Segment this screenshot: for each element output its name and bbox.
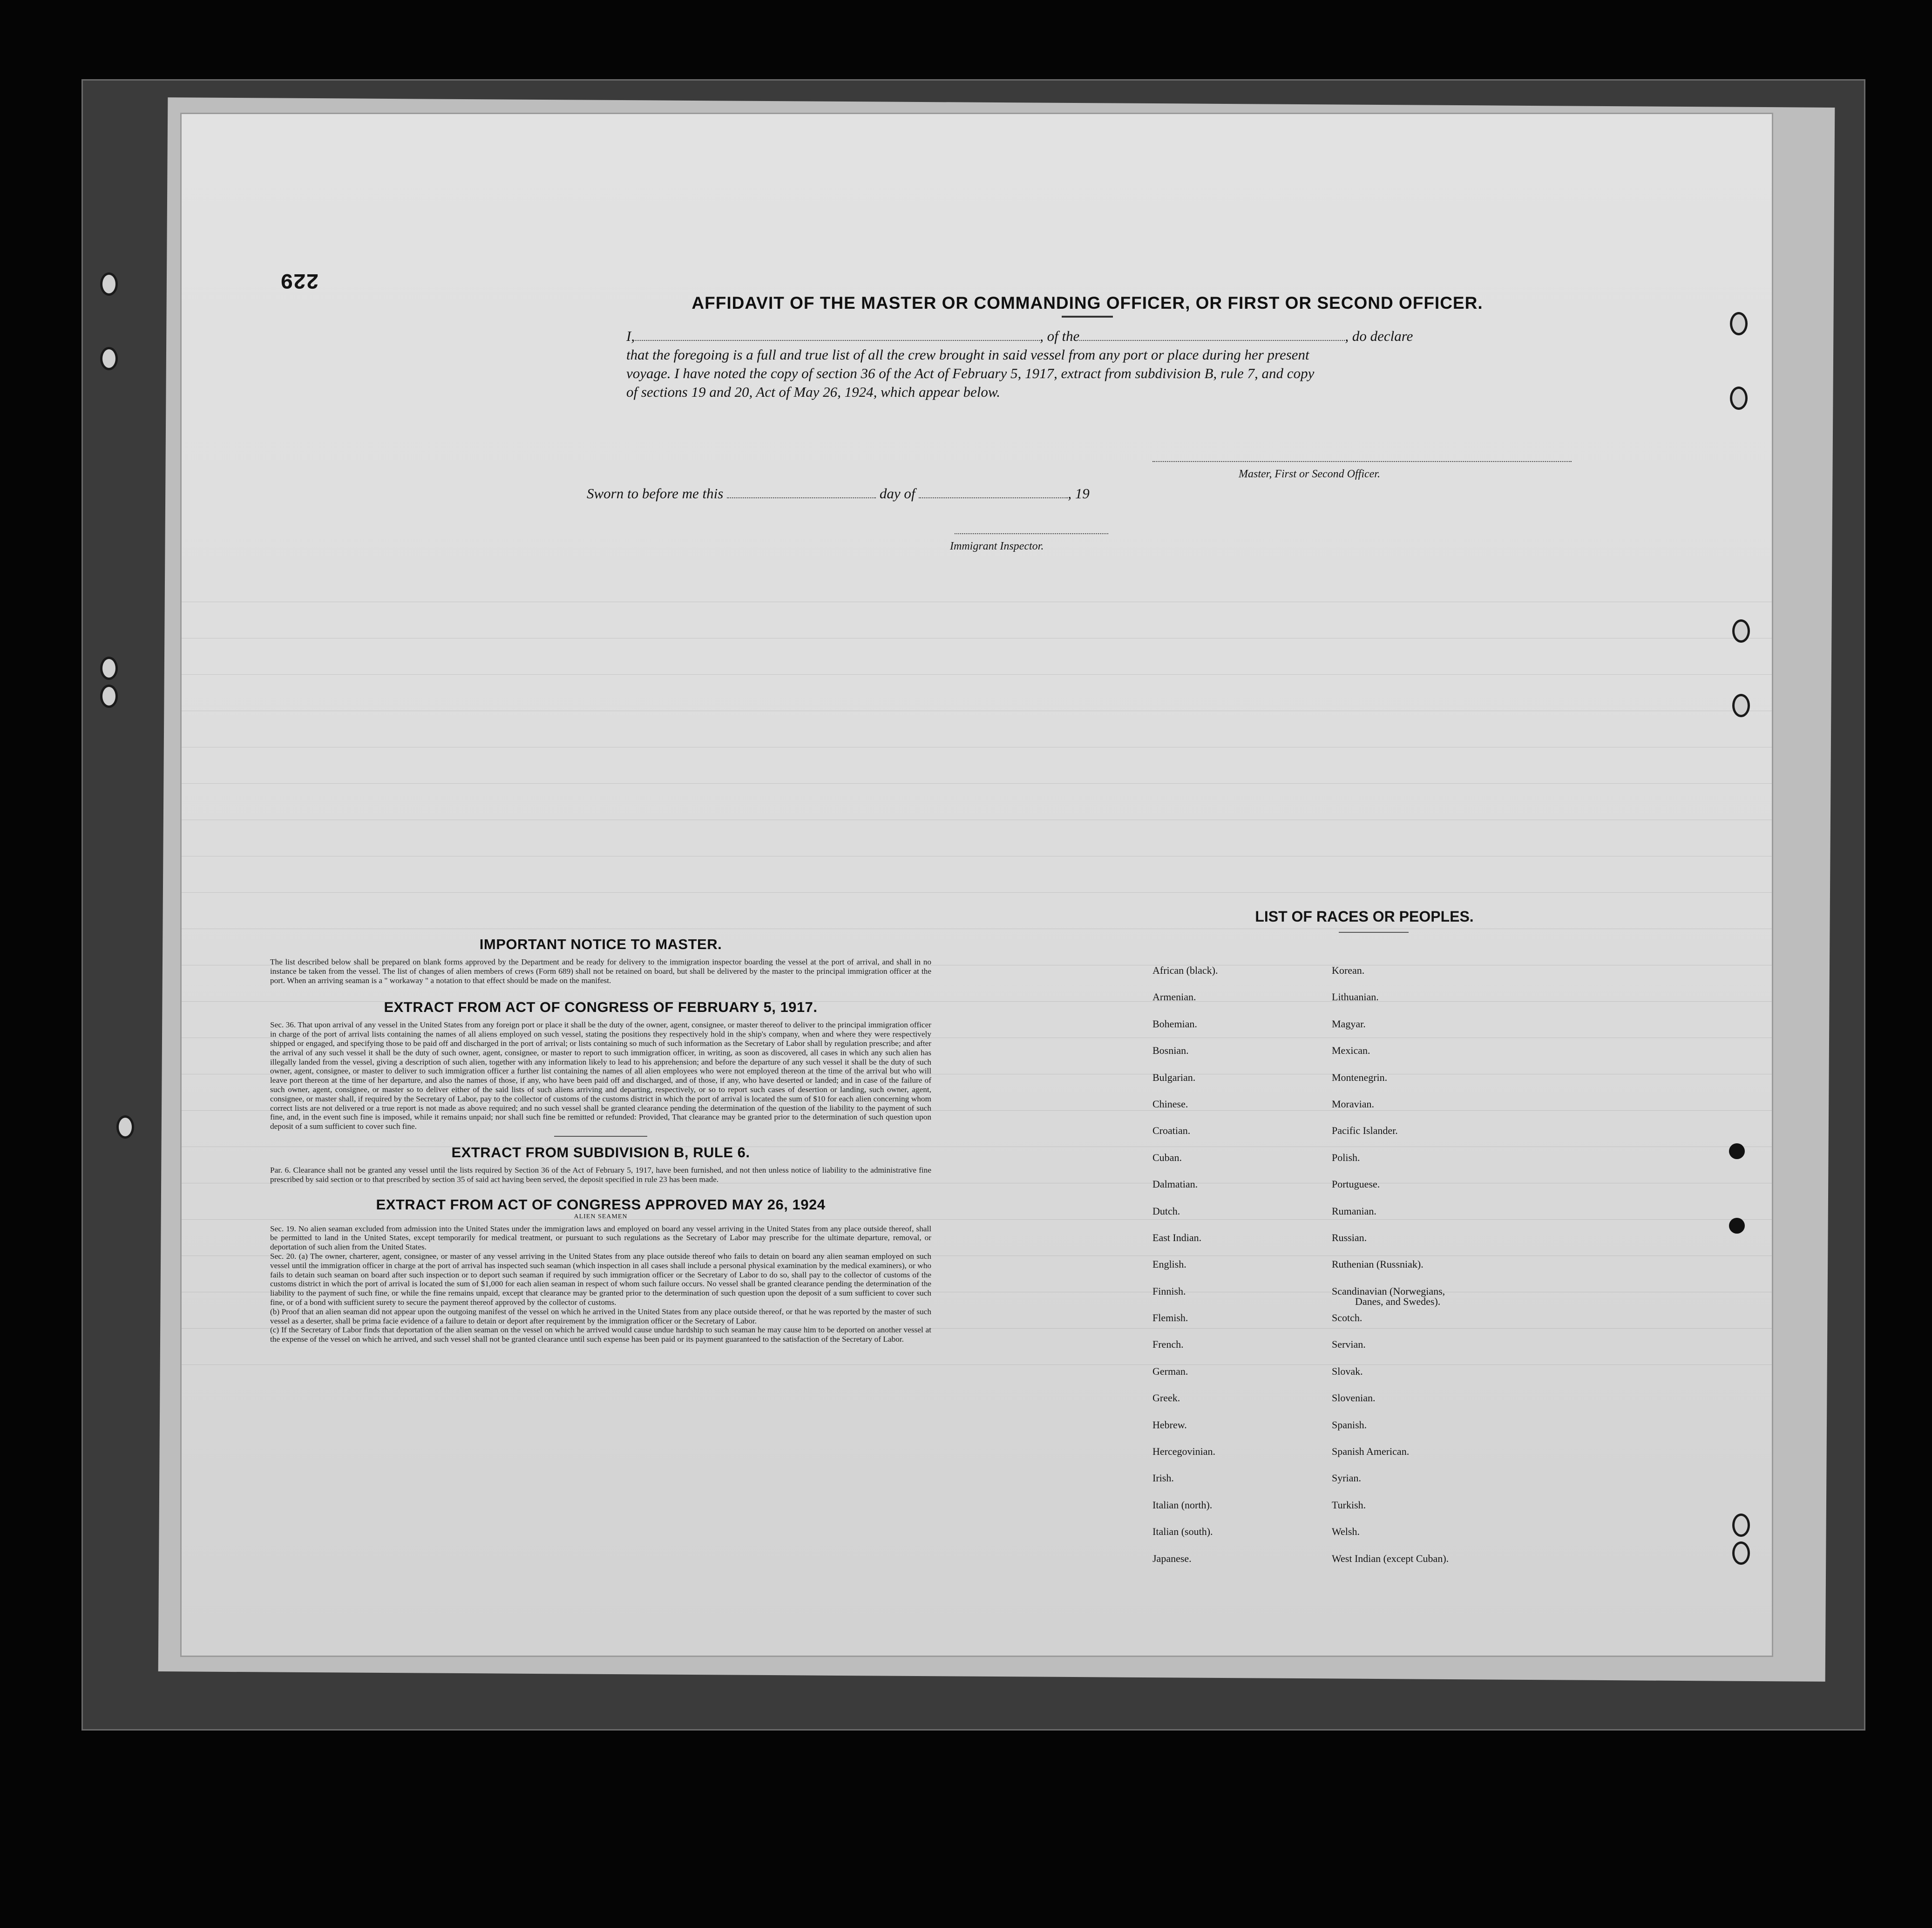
race-item: German. <box>1152 1365 1188 1377</box>
bleed-through-row <box>182 718 1772 747</box>
race-item: Dalmatian. <box>1152 1178 1198 1190</box>
race-item: Italian (north). <box>1152 1499 1213 1511</box>
race-item: Spanish. <box>1332 1419 1367 1431</box>
act-1924-sec20a: Sec. 20. (a) The owner, charterer, agent, consignee, or master of any vessel arriving in the United States from any place outside thereof who fails to detain on board any alien seaman employed on such vessel until the immigration officer in charge at the port of arrival has inspected such seaman (which inspection in all cases shall include a personal physical examination by the medical examiners), or who fails to detain such seaman on board after such inspection or to deport such seaman if required by such immigration officer or the Secretary of Labor to do so, shall pay to the collector of customs of the customs district in which the port of arrival is located the sum of $1,000 for each alien seaman in respect of whom such failure occurs. No vessel shall be granted clearance pending the determination of the liability to the payment of such fine, or while the fine remains unpaid, except that clearance may be granted prior to the determination of such question upon the deposit of a sum sufficient to cover such fine, or of a bond with sufficient surety to secure the payment thereof approved by the collector of customs. <box>270 1251 931 1307</box>
race-item: Mexican. <box>1332 1045 1370 1057</box>
bleed-through-row <box>182 609 1772 638</box>
race-item: Bulgarian. <box>1152 1071 1196 1083</box>
affidavit-declare-label: , do declare <box>1345 328 1413 344</box>
binder-hole <box>100 685 118 708</box>
bleed-through-row <box>182 645 1772 675</box>
race-item: Hercegovinian. <box>1152 1446 1215 1458</box>
binder-hole <box>100 657 118 680</box>
race-item: African (black). <box>1152 964 1218 976</box>
bleed-through-row <box>182 754 1772 784</box>
subdivision-text: Par. 6. Clearance shall not be granted any vessel until the lists required by Section 36 of the Act of February 5, 1917, have been furnished, and not then unless notice of liability to the administrative fine prescribed by said section or to that prescribed by section 35 of said act having been served, the deposit specified in rule 23 has been made. <box>270 1165 931 1184</box>
bleed-through-row <box>182 573 1772 602</box>
affidavit-line-1 <box>626 327 1641 346</box>
punch-mark <box>1729 1143 1745 1159</box>
race-item: West Indian (except Cuban). <box>1332 1552 1449 1564</box>
notice-text: The list described below shall be prepared on blank forms approved by the Department and be ready for delivery to the immigration inspector boarding the vessel at the port of arrival, and shall in no instance be taken from the vessel. The list of changes of alien members of crews (Form 689) shall not be retained on board, but shall be delivered by the master to the principal immigration officer at the port. When an arriving seaman is a " workaway " a notation to that effect should be made on the manifest. <box>270 957 931 985</box>
inspector-label: Immigrant Inspector. <box>950 540 1044 552</box>
race-item: Slovak. <box>1332 1365 1363 1377</box>
sworn-day-blank[interactable] <box>727 497 876 498</box>
race-item: Magyar. <box>1332 1018 1366 1030</box>
race-item: Slovenian. <box>1332 1392 1376 1404</box>
act-1917-text: Sec. 36. That upon arrival of any vessel in the United States from any foreign port or place it shall be the duty of the owner, agent, consignee, or master thereof to deliver to the principal immigration officer in charge of the port of arrival lists containing the names of all aliens employed on such vessel, stating the positions they respectively hold in the ship's company, when and where they were respectively shipped or engaged, and specifying those to be paid off and discharged in the port of arrival; or lists containing so much of such information as the Secretary of Labor shall by regulation prescribe; and after the arrival of any such vessel it shall be the duty of such owner, agent, consignee, or master to report to such immigration officer, in writing, as soon as discovered, all cases in which any such alien has illegally landed from the vessel, giving a description of such alien, together with any information likely to lead to his apprehension; and before the departure of any such vessel it shall be the duty of such owner, agent, consignee, or master to deliver to such immigration officer a further list containing the names of all alien employees who were not employed thereon at the time of the arrival but who will leave port thereon at the time of her departure, and also the names of those, if any, who have been paid off and discharged, and of those, if any, who have deserted or landed; and in case of the failure of such owner, agent, consignee, or master so to deliver either of the said lists of such aliens arriving and departing, respectively, or so to report such cases of desertion or landing, such owner, agent, consignee, or master shall, if required by the Secretary of Labor, pay to the collector of customs of the customs district in which the port of arrival is located the sum of $10 for each alien concerning whom correct lists are not delivered or a true report is not made as above required; and no such vessel shall be granted clearance pending the determination of the question of the liability to the payment of such fine, and, in the event such fine is imposed, while it remains unpaid; nor shall such fine be remitted or refunded: Provided, That clearance may be granted prior to the determination of such question upon deposit of a sum sufficient to cover such fine. <box>270 1020 931 1131</box>
page-stamp-number: 229 <box>280 268 319 292</box>
affidavit-of-label: , of the <box>1040 328 1080 344</box>
bleed-through-row <box>182 827 1772 856</box>
race-item: Flemish. <box>1152 1312 1188 1324</box>
binder-hole <box>1732 1514 1750 1537</box>
subdivision-title: EXTRACT FROM SUBDIVISION B, RULE 6. <box>451 1144 750 1161</box>
legal-text-block <box>270 936 931 1344</box>
binder-hole <box>100 347 118 370</box>
bleed-through-row <box>182 863 1772 893</box>
race-item: Armenian. <box>1152 991 1196 1003</box>
binder-hole <box>1730 312 1748 335</box>
affidavit-i-label: I, <box>626 328 635 344</box>
race-item: Bosnian. <box>1152 1045 1189 1057</box>
master-name-blank[interactable] <box>635 340 1040 341</box>
act-1924-sec19: Sec. 19. No alien seaman excluded from admission into the United States under the immigration laws and employed on board any vessel arriving in the United States from any place outside thereof, shall be permitted to land in the United States, except temporarily for medical treatment, or pursuant to such regulations as the Secretary of Labor may prescribe for the ultimate departure, removal, or deportation of such alien from the United States. <box>270 1224 931 1252</box>
inspector-signature-line[interactable] <box>955 533 1108 534</box>
race-item: Moravian. <box>1332 1098 1375 1110</box>
race-item: Korean. <box>1332 964 1365 976</box>
races-divider <box>1339 932 1409 933</box>
binder-hole <box>1732 694 1750 717</box>
act-1924-title: EXTRACT FROM ACT OF CONGRESS APPROVED MAY 26, 1924 <box>376 1196 826 1213</box>
race-item: Pacific Islander. <box>1332 1125 1398 1137</box>
race-item: Scandinavian (Norwegians, Danes, and Swedes). <box>1332 1285 1445 1307</box>
punch-mark <box>1729 1218 1745 1234</box>
race-item: Chinese. <box>1152 1098 1188 1110</box>
race-item: Ruthenian (Russniak). <box>1332 1258 1424 1270</box>
act-1924-sec20c: (c) If the Secretary of Labor finds that deportation of the alien seaman on the vessel on which he arrived would cause undue hardship to such seaman he may cause him to be deported on another vessel at the expense of the vessel on which he arrived, and such vessel shall not be granted clearance until such expense has been paid or its payment guaranteed to the satisfaction of the Secretary of Labor. <box>270 1325 931 1344</box>
race-item: Servian. <box>1332 1338 1366 1351</box>
binder-hole <box>1730 387 1748 410</box>
race-item: Syrian. <box>1332 1472 1361 1484</box>
race-item: Cuban. <box>1152 1151 1182 1163</box>
race-item: Finnish. <box>1152 1285 1186 1297</box>
affidavit-line-3: voyage. I have noted the copy of section 36 of the Act of February 5, 1917, extract from subdivision B, rule 7, and copy <box>626 365 1315 381</box>
race-item: Rumanian. <box>1332 1205 1376 1217</box>
race-item: Lithuanian. <box>1332 991 1379 1003</box>
race-item: English. <box>1152 1258 1186 1270</box>
affidavit-line-4: of sections 19 and 20, Act of May 26, 1924, which appear below. <box>626 384 1001 400</box>
divider-1917 <box>554 1136 647 1137</box>
act-1924-sec20b: (b) Proof that an alien seaman did not appear upon the outgoing manifest of the vessel on which he arrived in the United States from any place outside thereof, or that he was reported by the master of such vessel as a deserter, shall be prima facie evidence of a failure to detain or deport after requirement by the immigration officer or the Secretary of Labor. <box>270 1307 931 1325</box>
binder-hole <box>1732 1541 1750 1565</box>
races-title: LIST OF RACES OR PEOPLES. <box>1255 908 1474 925</box>
binder-hole <box>116 1115 134 1139</box>
bleed-through-row <box>182 900 1772 929</box>
act-1924-subtitle: ALIEN SEAMEN <box>574 1213 628 1220</box>
sworn-prefix: Sworn to before me this <box>587 485 724 502</box>
race-item: Portuguese. <box>1332 1178 1380 1190</box>
race-item: Montenegrin. <box>1332 1071 1388 1083</box>
race-item: Hebrew. <box>1152 1419 1187 1431</box>
race-item: Turkish. <box>1332 1499 1366 1511</box>
manifest-page <box>182 114 1772 1656</box>
race-item: Spanish American. <box>1332 1446 1410 1458</box>
title-ornament <box>1062 316 1113 318</box>
sworn-year-label: , 19 <box>1068 485 1090 502</box>
sworn-month-blank[interactable] <box>919 497 1068 498</box>
sworn-day-label: day of <box>879 485 915 502</box>
affidavit-line-2: that the foregoing is a full and true list of all the crew brought in said vessel from any port or place during her present <box>626 346 1309 363</box>
race-item: Russian. <box>1332 1231 1367 1243</box>
vessel-name-blank[interactable] <box>1079 340 1345 341</box>
act-1917-title: EXTRACT FROM ACT OF CONGRESS OF FEBRUARY 5, 1917. <box>384 999 818 1016</box>
signature-line[interactable] <box>1152 461 1572 462</box>
binder-hole <box>100 272 118 296</box>
race-item: Japanese. <box>1152 1552 1192 1564</box>
race-item: Bohemian. <box>1152 1018 1197 1030</box>
affidavit-title: AFFIDAVIT OF THE MASTER OR COMMANDING OFFICER, OR FIRST OR SECOND OFFICER. <box>691 293 1483 312</box>
sworn-line <box>587 484 1090 503</box>
race-item: East Indian. <box>1152 1231 1202 1243</box>
race-item: French. <box>1152 1338 1184 1351</box>
race-item: Polish. <box>1332 1151 1360 1163</box>
race-item: Irish. <box>1152 1472 1174 1484</box>
signature-label: Master, First or Second Officer. <box>1239 468 1380 480</box>
race-item: Greek. <box>1152 1392 1180 1404</box>
race-item: Welsh. <box>1332 1526 1360 1538</box>
race-item: Scotch. <box>1332 1312 1363 1324</box>
races-list <box>1152 965 1525 1580</box>
race-item: Dutch. <box>1152 1205 1180 1217</box>
races-section <box>1152 908 1525 1580</box>
bleed-through-row <box>182 791 1772 820</box>
race-item: Italian (south). <box>1152 1526 1213 1538</box>
race-item: Croatian. <box>1152 1125 1191 1137</box>
affidavit-section <box>533 293 1641 401</box>
binder-hole <box>1732 619 1750 643</box>
bleed-through-row <box>182 682 1772 711</box>
notice-title: IMPORTANT NOTICE TO MASTER. <box>479 936 722 952</box>
